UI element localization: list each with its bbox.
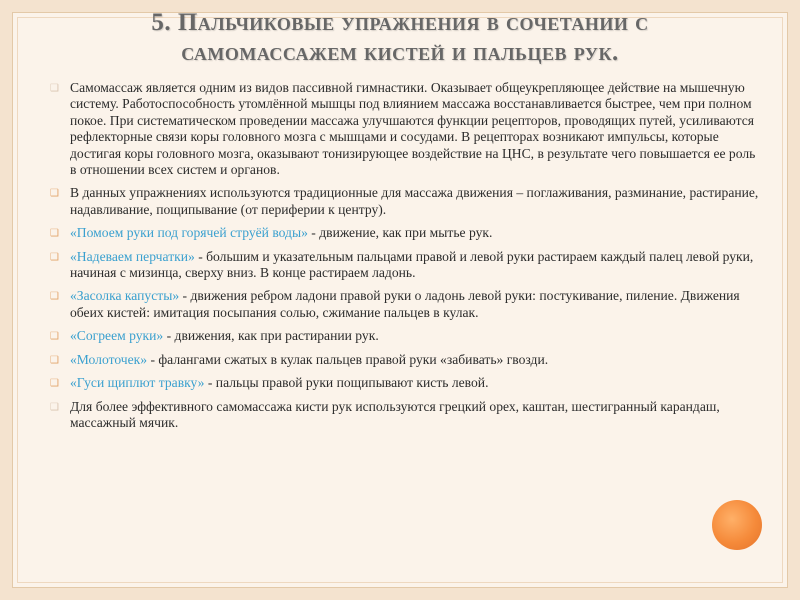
decorative-orange-circle [712,500,762,550]
exercise-name: «Помоем руки под горячей струёй воды» [70,225,308,241]
bullet-text: - движение, как при мытье рук. [307,225,493,241]
exercise-name: «Надеваем перчатки» [70,248,195,264]
bullet-icon: ❑ [50,291,59,303]
bullet-text: - движения ребром ладони правой руки о ладонь левой руки: постукивание, пиление. Движения обеих кистей: имитация посыпания солью, сжимание пальцев в кулак. [70,288,740,320]
list-item [48,328,760,344]
bullet-icon: ❑ [50,83,59,94]
bullet-icon: ❑ [50,331,59,343]
title-line-2: самомассажем кистей и пальцев рук. [181,39,619,66]
list-item [48,249,760,282]
slide-title [40,8,760,68]
list-item [48,185,760,218]
bullet-text: - большим и указательным пальцами правой и левой руки растираем каждый палец левой руки, начиная с мизинца, сверху вниз. В конце растираем ладонь. [70,248,754,281]
bullet-icon: ❑ [50,251,59,263]
bullet-list [48,80,760,438]
list-item [48,399,760,432]
bullet-text: - фалангами сжатых в кулак пальцев правой руки «забивать» гвозди. [147,351,549,367]
list-item [48,375,760,391]
list-item [48,352,760,368]
list-item [48,288,760,321]
exercise-name: «Согреем руки» [70,328,164,344]
bullet-icon: ❑ [50,401,59,413]
bullet-text: Самомассаж является одним из видов пассивной гимнастики. Оказывает общеукрепляющее действие на мышечную систему. Работоспособность утомлённой мышцы под влиянием массажа восстанавливается быстрее, чем при полном покое. При систематическом проведении массажа улучшаются функции рецепторов, проводящих путей, усиливаются рефлекторные связи коры головного мозга с мышцами и сосудами. В рецепторах возникают импульсы, которые достигая коры головного мозга, оказывают тонизирующее воздействие на ЦНС, в результате чего повышается ее роль в отношении всех систем и органов. [70,80,756,178]
bullet-text: - движения, как при растирании рук. [163,328,379,344]
list-item [48,80,760,178]
list-item [48,225,760,241]
title-line-1: 5. Пальчиковые упражнения в сочетании с [151,9,649,36]
bullet-icon: ❑ [50,188,59,200]
bullet-icon: ❑ [50,378,59,390]
bullet-icon: ❑ [50,228,59,240]
bullet-text: Для более эффективного самомассажа кисти рук используются грецкий орех, каштан, шестигранный карандаш, массажный мячик. [70,398,720,430]
bullet-icon: ❑ [50,354,59,366]
exercise-name: «Гуси щиплют травку» [70,375,205,391]
bullet-text: В данных упражнениях используются традиционные для массажа движения – поглаживания, разминание, растирание, надавливание, пощипывание (от периферии к центру). [70,185,759,217]
bullet-text: - пальцы правой руки пощипывают кисть левой. [204,375,489,391]
exercise-name: «Засолка капусты» [70,288,180,304]
exercise-name: «Молоточек» [70,351,148,367]
